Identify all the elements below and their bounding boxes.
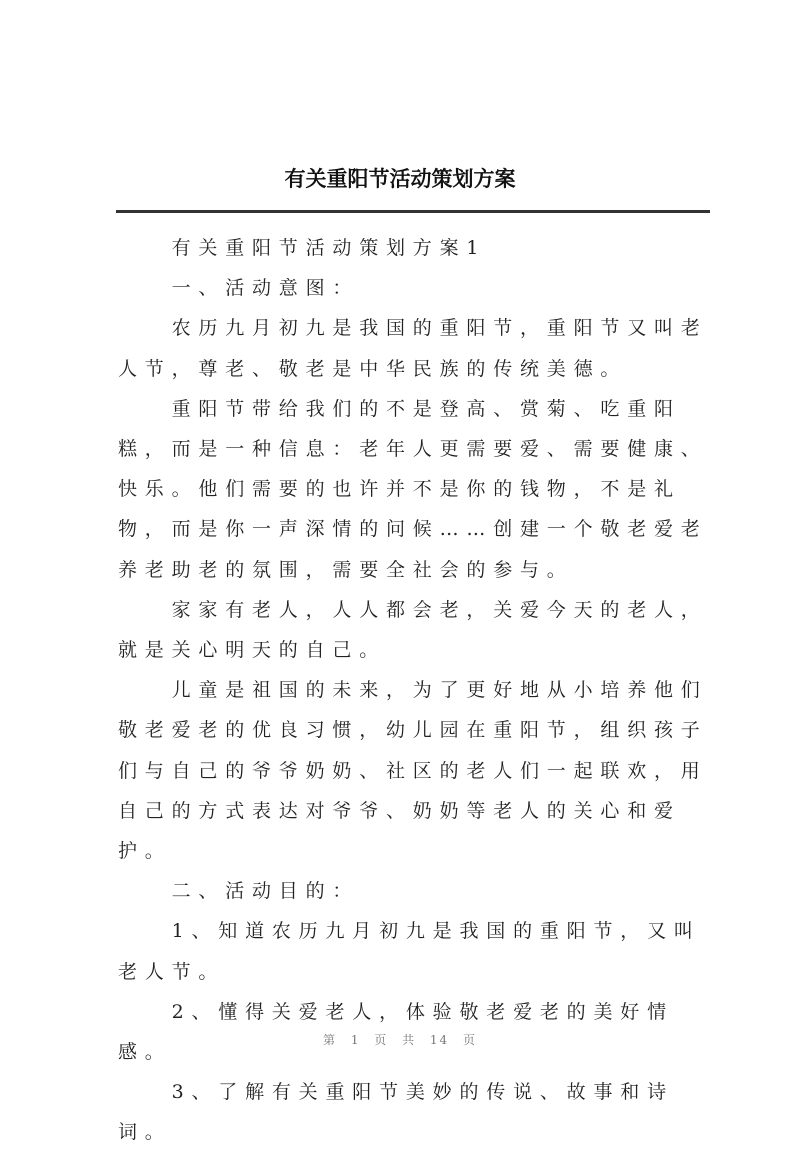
document-body	[118, 228, 711, 1153]
list-item: 1、知道农历九月初九是我国的重阳节，又叫老人节。	[118, 920, 701, 983]
section-heading: 一、活动意图：	[171, 277, 360, 300]
section-heading: 二、活动目的：	[171, 880, 360, 903]
list-item: 3、了解有关重阳节美妙的传说、故事和诗词。	[118, 1081, 674, 1144]
paragraph: 家家有老人，人人都会老，关爱今天的老人，就是关心明天的自己。	[118, 598, 708, 662]
list-item: 2、懂得关爱老人，体验敬老爱老的美好情感。	[118, 1000, 674, 1064]
section-heading: 有关重阳节活动策划方案1	[171, 237, 487, 259]
paragraph: 农历九月初九是我国的重阳节，重阳节又叫老人节，尊老、敬老是中华民族的传统美德。	[118, 317, 708, 380]
title-divider	[116, 210, 710, 213]
paragraph: 儿童是祖国的未来，为了更好地从小培养他们敬老爱老的优良习惯，幼儿园在重阳节，组织孩子们与自己的爷爷奶奶、社区的老人们一起联欢，用自己的方式表达对爷爷、奶奶等老人的关心和爱护。	[118, 679, 708, 863]
page-number: 第 1 页 共 14 页	[323, 1033, 477, 1047]
paragraph: 重阳节带给我们的不是登高、赏菊、吃重阳糕，而是一种信息：老年人更需要爱、需要健康、快乐。他们需要的也许并不是你的钱物，不是礼物，而是你一声深情的问候……创建一个敬老爱老养老助老的氛围，需要全社会的参与。	[118, 397, 708, 581]
document-title: 有关重阳节活动策划方案	[284, 167, 516, 191]
